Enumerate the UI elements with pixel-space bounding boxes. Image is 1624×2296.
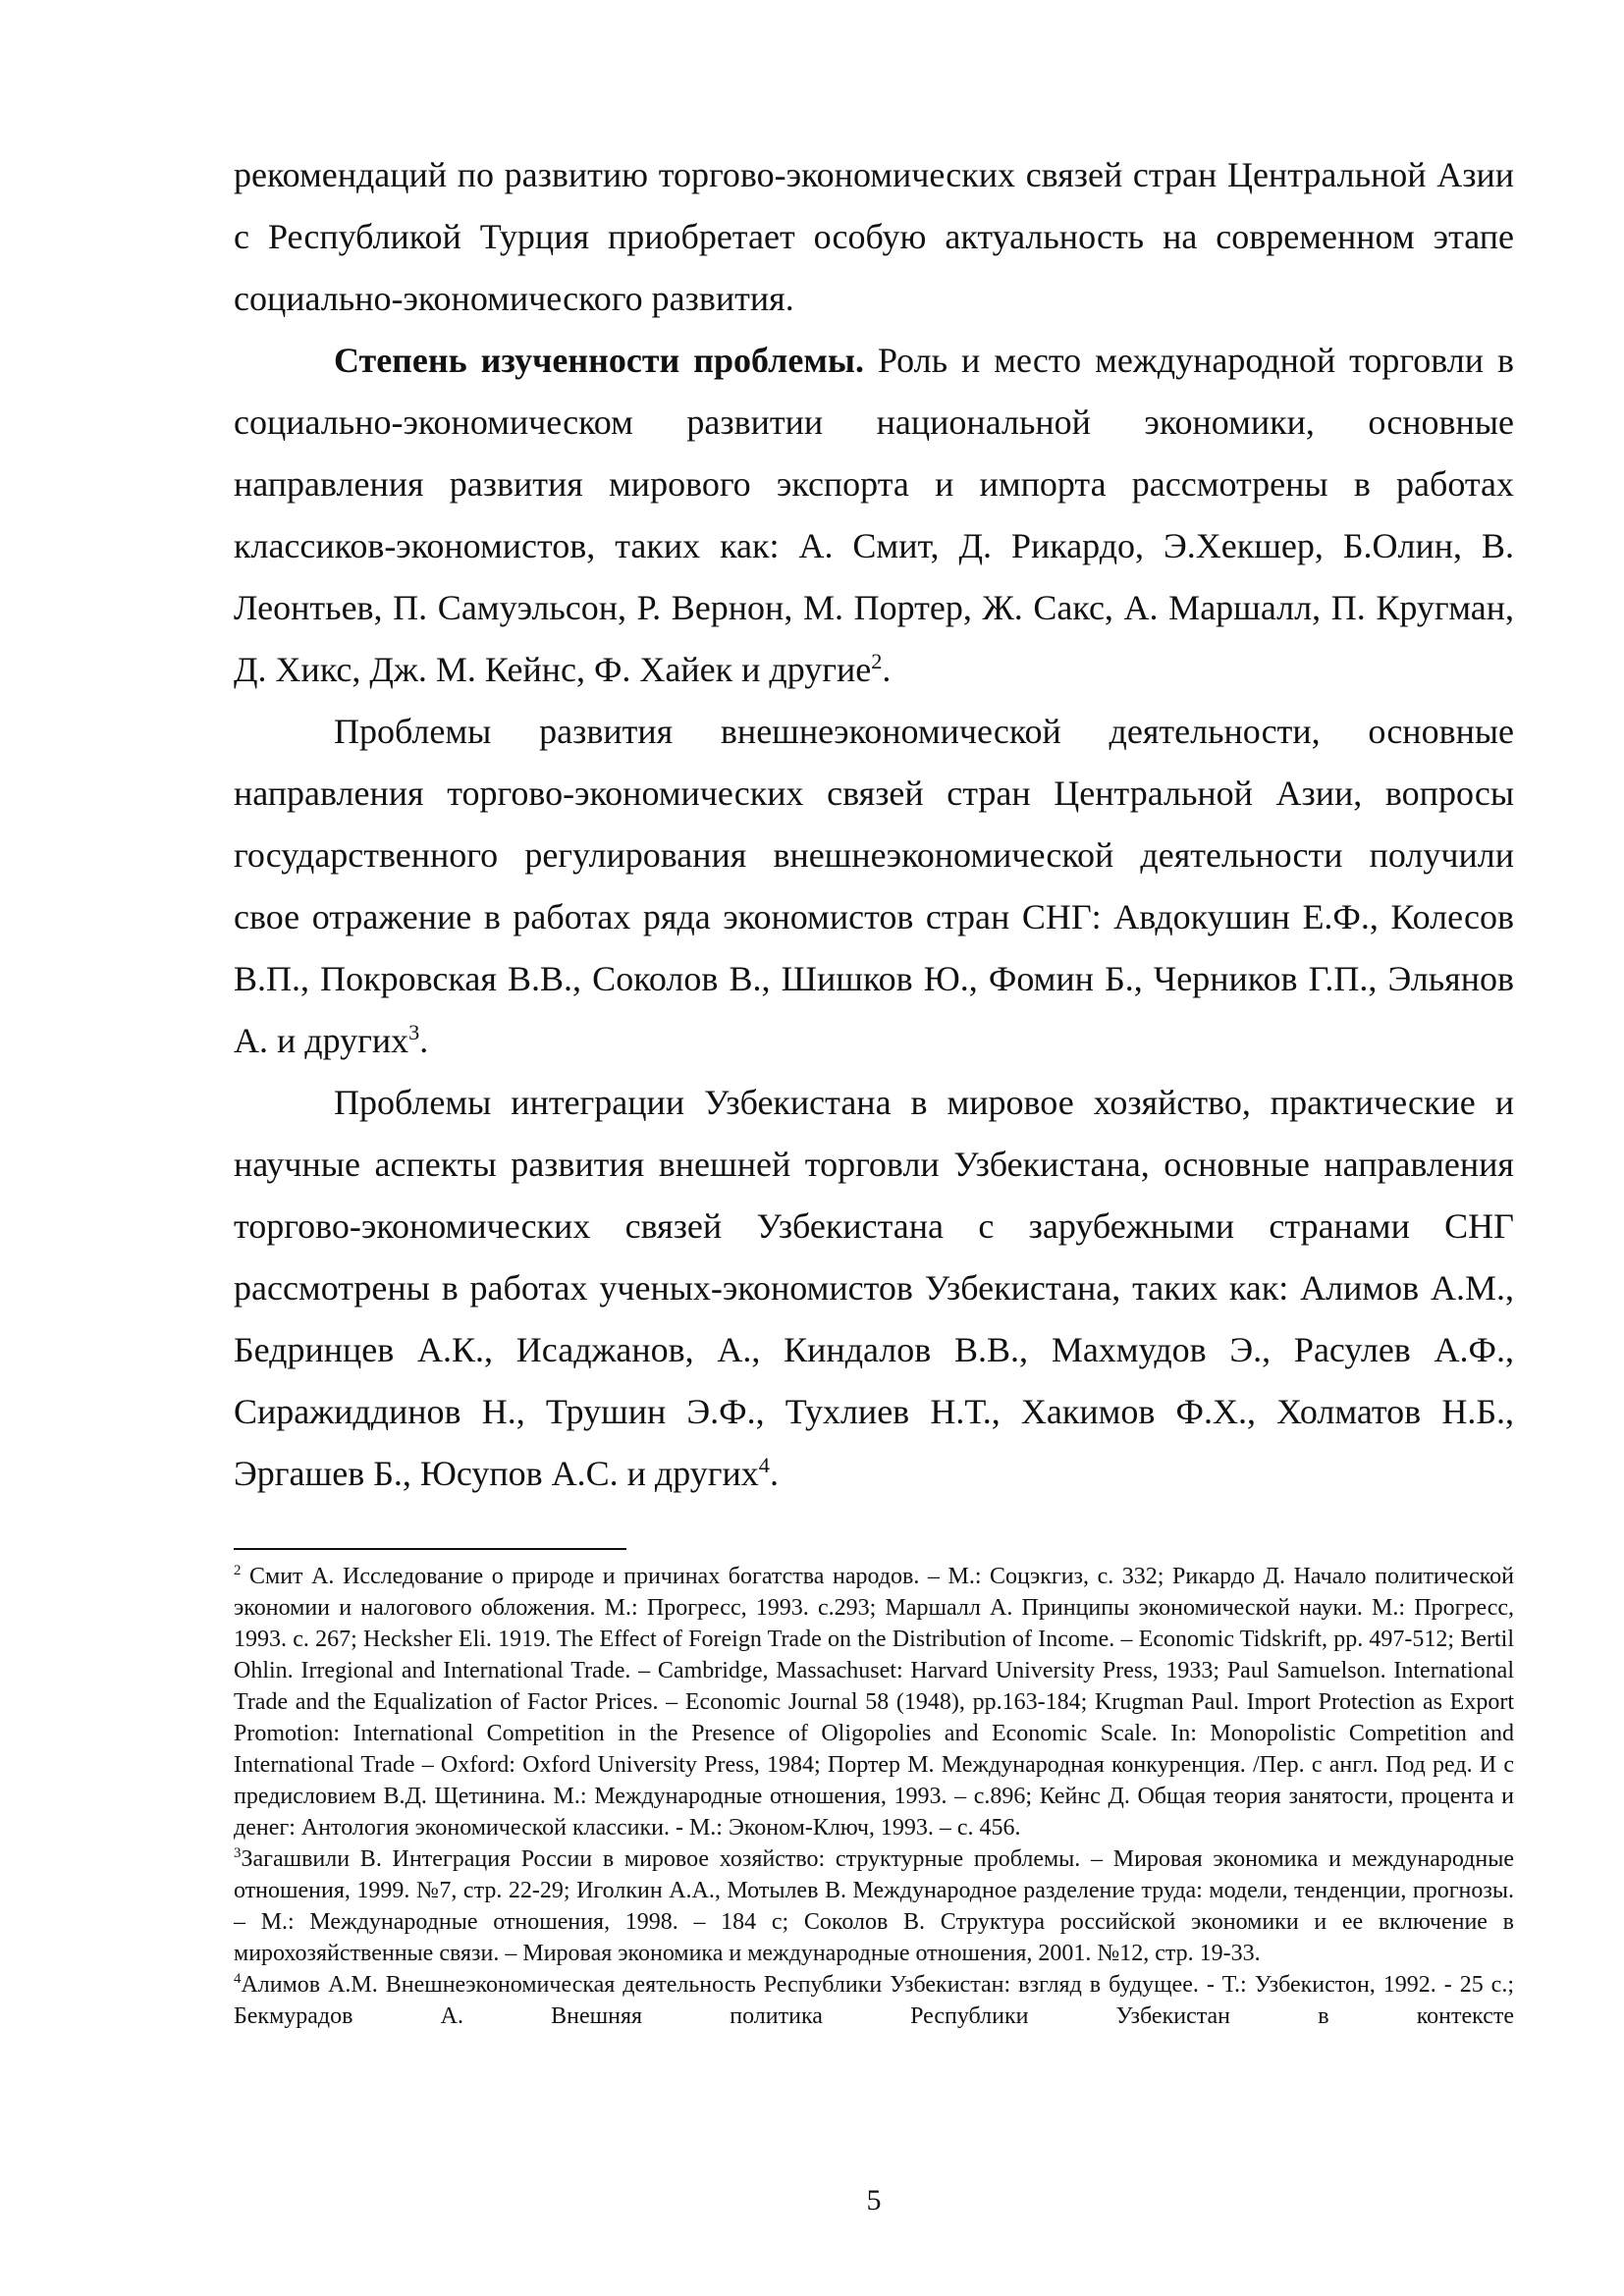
footnote-3 — [234, 1843, 1514, 1969]
footnote-ref-3: 3 — [408, 1020, 420, 1044]
paragraph-degree-of-study — [234, 330, 1514, 701]
paragraph-4-end: . — [769, 1454, 779, 1493]
paragraph-uzbekistan-integration — [234, 1072, 1514, 1505]
paragraph-4-text: Проблемы интеграции Узбекистана в мировое хозяйство, практические и научные аспекты развития внешней торговли Узбекистана, основные направления торгово-экономических связей Узбекистана с зарубежными странами СНГ рассмотрены в работах ученых-экономистов Узбекистана, таких как: Алимов А.М., Бедринцев А.К., Исаджанов, А., Киндалов В.В., Махмудов Э., Расулев А.Ф., Сиражиддинов Н., Трушин Э.Ф., Тухлиев Н.Т., Хакимов Ф.Х., Холматов Н.Б., Эргашев Б., Юсупов А.С. и других — [234, 1083, 1514, 1493]
footnote-ref-4: 4 — [758, 1453, 770, 1477]
paragraph-3-end: . — [419, 1021, 429, 1060]
footnote-2-text: Смит А. Исследование о природе и причинах богатства народов. – М.: Соцэкгиз, с. 332; Рикардо Д. Начало политической экономии и налогового обложения. М.: Прогресс, 1993. с.293; Маршалл А. Принципы экономической науки. М.: Прогресс, 1993. с. 267; Hecksher Eli. 1919. The Effect of Foreign Trade on the Distribution of Income. – Economic Tidskrift, pp. 497-512; Bertil Ohlin. Irregional and International Trade. – Cambridge, Massachuset: Harvard University Press, 1933; Paul Samuelson. International Trade and the Equalization of Factor Prices. – Economic Journal 58 (1948), pp.163-184; Krugman Paul. Import Protection as Export Promotion: International Competition in the Presence of Oligopolies and Economic Scale. In: Monopolistic Competition and International Trade – Oxford: Oxford University Press, 1984; Портер М. Международная конкуренция. /Пер. с англ. Под ред. И с предисловием В.Д. Щетинина. М.: Международные отношения, 1993. – с.896; Кейнс Д. Общая теория занятости, процента и денег: Антология экономической классики. - М.: Эконом-Ключ, 1993. – с. 456. — [234, 1564, 1514, 1841]
footnote-4-text: Алимов А.М. Внешнеэкономическая деятельность Республики Узбекистан: взгляд в будущее. - Т.: Узбекистон, 1992. - 25 с.; Бекмурадов А. Внешняя политика Республики Узбекистан в контексте — [234, 1972, 1514, 2029]
footnote-3-text: Загашвили В. Интеграция России в мировое хозяйство: структурные проблемы. – Мировая экономика и международные отношения, 1999. №7, стр. 22-29; Иголкин А.А., Мотылев В. Международное разделение труда: модели, тенденции, прогнозы. – М.: Международные отношения, 1998. – 184 с; Соколов В. Структура российской экономики и ее включение в мирохозяйственные связи. – Мировая экономика и международные отношения, 2001. №12, стр. 19-33. — [234, 1846, 1514, 1966]
footnotes — [234, 1561, 1514, 2032]
main-text — [234, 144, 1514, 1505]
footnote-separator — [234, 1548, 626, 1550]
footnote-ref-2: 2 — [871, 649, 883, 673]
paragraph-cis-economists — [234, 701, 1514, 1072]
paragraph-continuation — [234, 144, 1514, 330]
paragraph-2-text: Роль и место международной торговли в социально-экономическом развитии национальной экономики, основные направления развития мирового экспорта и импорта рассмотрены в работах классиков-экономистов, таких как: А. Смит, Д. Рикардо, Э.Хекшер, Б.Олин, В. Леонтьев, П. Самуэльсон, Р. Вернон, М. Портер, Ж. Сакс, А. Маршалл, П. Кругман, Д. Хикс, Дж. М. Кейнс, Ф. Хайек и другие — [234, 341, 1514, 689]
footnote-2 — [234, 1561, 1514, 1843]
paragraph-3-text: Проблемы развития внешнеэкономической деятельности, основные направления торгово-экономических связей стран Центральной Азии, вопросы государственного регулирования внешнеэкономической деятельности получили свое отражение в работах ряда экономистов стран СНГ: Авдокушин Е.Ф., Колесов В.П., Покровская В.В., Соколов В., Шишков Ю., Фомин Б., Черников Г.П., Эльянов А. и других — [234, 712, 1514, 1060]
footnote-marker-3: 3 — [234, 1845, 242, 1861]
footnote-4 — [234, 1969, 1514, 2032]
paragraph-2-end: . — [882, 650, 892, 689]
footnote-marker-2: 2 — [234, 1563, 242, 1578]
footnote-marker-4: 4 — [234, 1971, 242, 1987]
section-heading: Степень изученности проблемы. — [334, 341, 864, 380]
paragraph-1-text: рекомендаций по развитию торгово-экономических связей стран Центральной Азии с Республикой Турция приобретает особую актуальность на современном этапе социально-экономического развития. — [234, 155, 1514, 318]
page-number: 5 — [866, 2184, 882, 2216]
